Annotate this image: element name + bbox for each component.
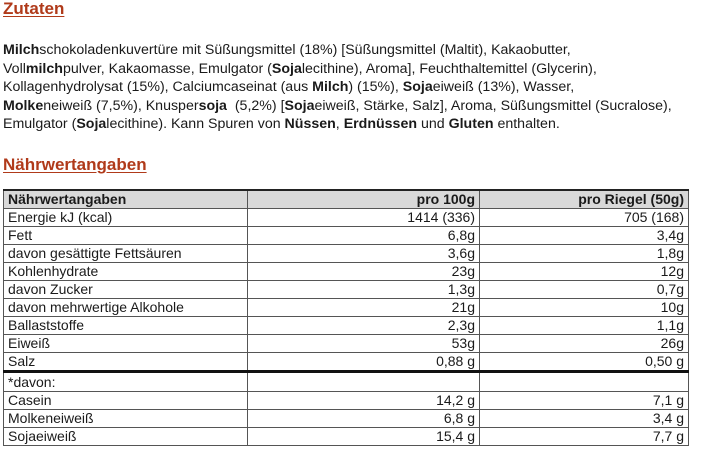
ingredients-line xyxy=(3,115,719,134)
nutrient-name: Kohlenhydrate xyxy=(4,263,248,281)
nutrient-name: Ballaststoffe xyxy=(4,317,248,335)
table-row xyxy=(4,353,689,372)
value-per-bar: 705 (168) xyxy=(480,209,689,227)
ingredient-text: eiweiß, Stärke, Salz], Aroma, Süßungsmittel (Sucralose), xyxy=(314,97,672,114)
ingredient-text: schokoladenkuvertüre mit Süßungsmittel (18%) [Süßungsmittel (Maltit), Kakaobutter, xyxy=(39,42,571,58)
ingredient-text: ) (15%), xyxy=(348,79,403,96)
nutrient-name: Casein xyxy=(4,392,248,410)
table-body xyxy=(4,209,689,446)
allergen-text: Gluten xyxy=(448,116,494,133)
allergen-text: milch xyxy=(25,60,63,77)
ingredient-text: (5,2%) [ xyxy=(226,97,285,114)
value-per-bar: 0,50 g xyxy=(480,353,689,372)
value-per-100g: 3,6g xyxy=(248,245,480,263)
value-per-100g: 21g xyxy=(248,299,480,317)
empty-cell xyxy=(480,372,689,392)
allergen-text: Soja xyxy=(402,79,433,96)
ingredient-text: pulver, Kakaomasse, Emulgator ( xyxy=(62,60,272,77)
table-row xyxy=(4,335,689,353)
value-per-bar: 1,8g xyxy=(480,245,689,263)
ingredient-text: lecithine). Kann Spuren von xyxy=(106,116,285,133)
value-per-bar: 10g xyxy=(480,299,689,317)
nutrition-heading: Nährwertangaben xyxy=(3,155,147,174)
ingredients-line xyxy=(3,41,719,60)
table-row xyxy=(4,317,689,335)
allergen-text: Milch xyxy=(312,79,349,96)
ingredient-text: Emulgator ( xyxy=(3,116,77,133)
table-row xyxy=(4,392,689,410)
value-per-100g: 53g xyxy=(248,335,480,353)
value-per-bar: 26g xyxy=(480,335,689,353)
ingredients-heading: Zutaten xyxy=(3,0,65,18)
value-per-bar: 7,7 g xyxy=(480,428,689,446)
nutrient-name: davon mehrwertige Alkohole xyxy=(4,299,248,317)
value-per-100g: 0,88 g xyxy=(248,353,480,372)
table-row xyxy=(4,245,689,263)
value-per-100g: 14,2 g xyxy=(248,392,480,410)
allergen-text: Soja xyxy=(284,97,315,114)
ingredient-text: neiweiß (7,5%), Knusper xyxy=(43,97,199,114)
table-row xyxy=(4,281,689,299)
ingredient-text: und xyxy=(417,116,449,133)
ingredient-text: , xyxy=(335,116,344,133)
nutrient-name: Molkeneiweiß xyxy=(4,410,248,428)
nutrient-name: Eiweiß xyxy=(4,335,248,353)
ingredient-text: Voll xyxy=(3,60,26,77)
ingredient-text: lecithine), Aroma], Feuchthaltemittel (Glycerin), xyxy=(301,60,597,77)
nutrient-name: davon Zucker xyxy=(4,281,248,299)
header-per-bar: pro Riegel (50g) xyxy=(480,190,689,209)
value-per-100g: 1,3g xyxy=(248,281,480,299)
value-per-bar: 3,4g xyxy=(480,227,689,245)
value-per-bar: 3,4 g xyxy=(480,410,689,428)
value-per-bar: 12g xyxy=(480,263,689,281)
value-per-100g: 15,4 g xyxy=(248,428,480,446)
empty-cell xyxy=(248,372,480,392)
ingredients-line xyxy=(3,78,719,97)
allergen-text: Milch xyxy=(3,42,40,58)
header-nutrient: Nährwertangaben xyxy=(4,190,248,209)
value-per-bar: 0,7g xyxy=(480,281,689,299)
table-header-row xyxy=(4,190,689,209)
ingredients-line xyxy=(3,60,719,79)
table-row xyxy=(4,227,689,245)
table-row xyxy=(4,263,689,281)
ingredients-line xyxy=(3,97,719,116)
value-per-100g: 6,8 g xyxy=(248,410,480,428)
allergen-text: Erdnüssen xyxy=(343,116,418,133)
value-per-100g: 23g xyxy=(248,263,480,281)
allergen-text: Soja xyxy=(271,60,302,77)
ingredient-text: eiweiß (13%), Wasser, xyxy=(432,79,575,96)
allergen-text: Molke xyxy=(3,97,44,114)
value-per-100g: 6,8g xyxy=(248,227,480,245)
table-row xyxy=(4,209,689,227)
ingredient-text: enthalten. xyxy=(493,116,560,133)
ingredient-text: Kollagenhydrolysat (15%), Calciumcaseinat (aus xyxy=(3,79,313,96)
allergen-text: Soja xyxy=(76,116,107,133)
value-per-100g: 1414 (336) xyxy=(248,209,480,227)
value-per-100g: 2,3g xyxy=(248,317,480,335)
table-row xyxy=(4,299,689,317)
value-per-bar: 7,1 g xyxy=(480,392,689,410)
nutrition-table xyxy=(3,189,689,446)
davon-label: *davon: xyxy=(4,372,248,392)
nutrient-name: Salz xyxy=(4,353,248,372)
table-row xyxy=(4,372,689,392)
nutrient-name: Energie kJ (kcal) xyxy=(4,209,248,227)
nutrient-name: Fett xyxy=(4,227,248,245)
allergen-text: Nüssen xyxy=(284,116,336,133)
ingredients-text xyxy=(3,41,719,134)
nutrient-name: Sojaeiweiß xyxy=(4,428,248,446)
allergen-text: soja xyxy=(198,97,227,114)
value-per-bar: 1,1g xyxy=(480,317,689,335)
table-row xyxy=(4,410,689,428)
table-row xyxy=(4,428,689,446)
header-per-100g: pro 100g xyxy=(248,190,480,209)
nutrient-name: davon gesättigte Fettsäuren xyxy=(4,245,248,263)
